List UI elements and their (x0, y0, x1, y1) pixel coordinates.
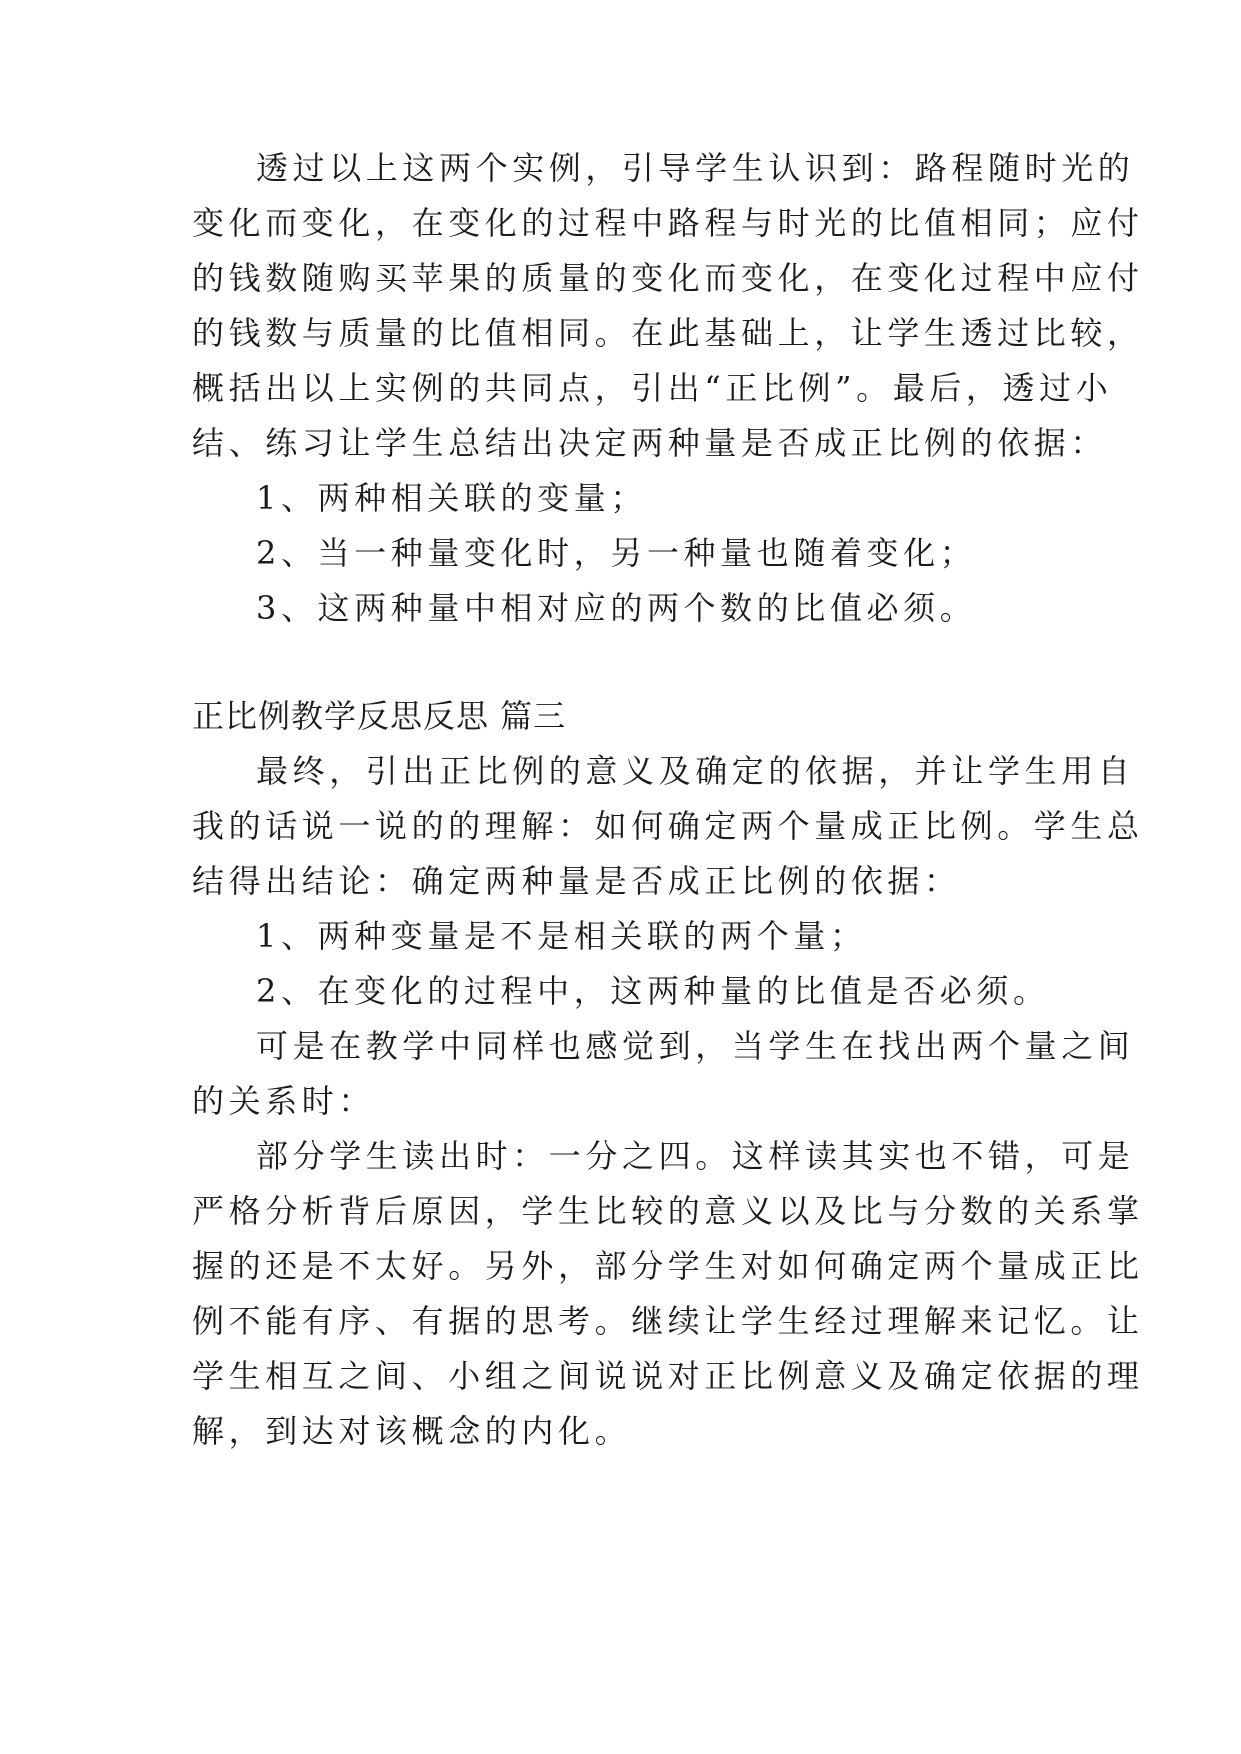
paragraph-line: 透过以上这两个实例，引导学生认识到：路程随时光的 (256, 149, 1135, 187)
paragraph-line: 我的话说一说的的理解：如何确定两个量成正比例。学生总 (192, 807, 1144, 845)
list-item: 2、当一种量变化时，另一种量也随着变化； (256, 534, 977, 572)
paragraph-line: 的钱数随购买苹果的质量的变化而变化，在变化过程中应付 (192, 259, 1144, 297)
paragraph-line: 学生相互之间、小组之间说说对正比例意义及确定依据的理 (192, 1357, 1144, 1395)
paragraph-line: 结得出结论：确定两种量是否成正比例的依据： (192, 862, 961, 900)
list-item: 1、两种相关联的变量； (256, 479, 647, 517)
section-heading: 正比例教学反思反思 篇三 (192, 697, 567, 735)
paragraph-line: 严格分析背后原因，学生比较的意义以及比与分数的关系掌 (192, 1192, 1144, 1230)
paragraph-line: 解，到达对该概念的内化。 (192, 1412, 632, 1450)
paragraph-line: 例不能有序、有据的思考。继续让学生经过理解来记忆。让 (192, 1302, 1144, 1340)
paragraph-line: 的关系时： (192, 1082, 376, 1120)
paragraph-line: 的钱数与质量的比值相同。在此基础上，让学生透过比较， (192, 314, 1144, 352)
list-item: 3、这两种量中相对应的两个数的比值必须。 (256, 589, 977, 627)
paragraph-line: 可是在教学中同样也感觉到，当学生在找出两个量之间 (256, 1027, 1135, 1065)
paragraph-line: 握的还是不太好。另外，部分学生对如何确定两个量成正比 (192, 1247, 1144, 1285)
paragraph-line: 结、练习让学生总结出决定两种量是否成正比例的依据： (192, 424, 1108, 462)
paragraph-line: 最终，引出正比例的意义及确定的依据，并让学生用自 (256, 752, 1135, 790)
paragraph-line: 变化而变化，在变化的过程中路程与时光的比值相同；应付 (192, 204, 1144, 242)
list-item: 2、在变化的过程中，这两种量的比值是否必须。 (256, 972, 1050, 1010)
paragraph-line: 概括出以上实例的共同点，引出“正比例”。最后，透过小 (192, 369, 1113, 407)
paragraph-line: 部分学生读出时：一分之四。这样读其实也不错，可是 (256, 1137, 1135, 1175)
list-item: 1、两种变量是不是相关联的两个量； (256, 917, 867, 955)
